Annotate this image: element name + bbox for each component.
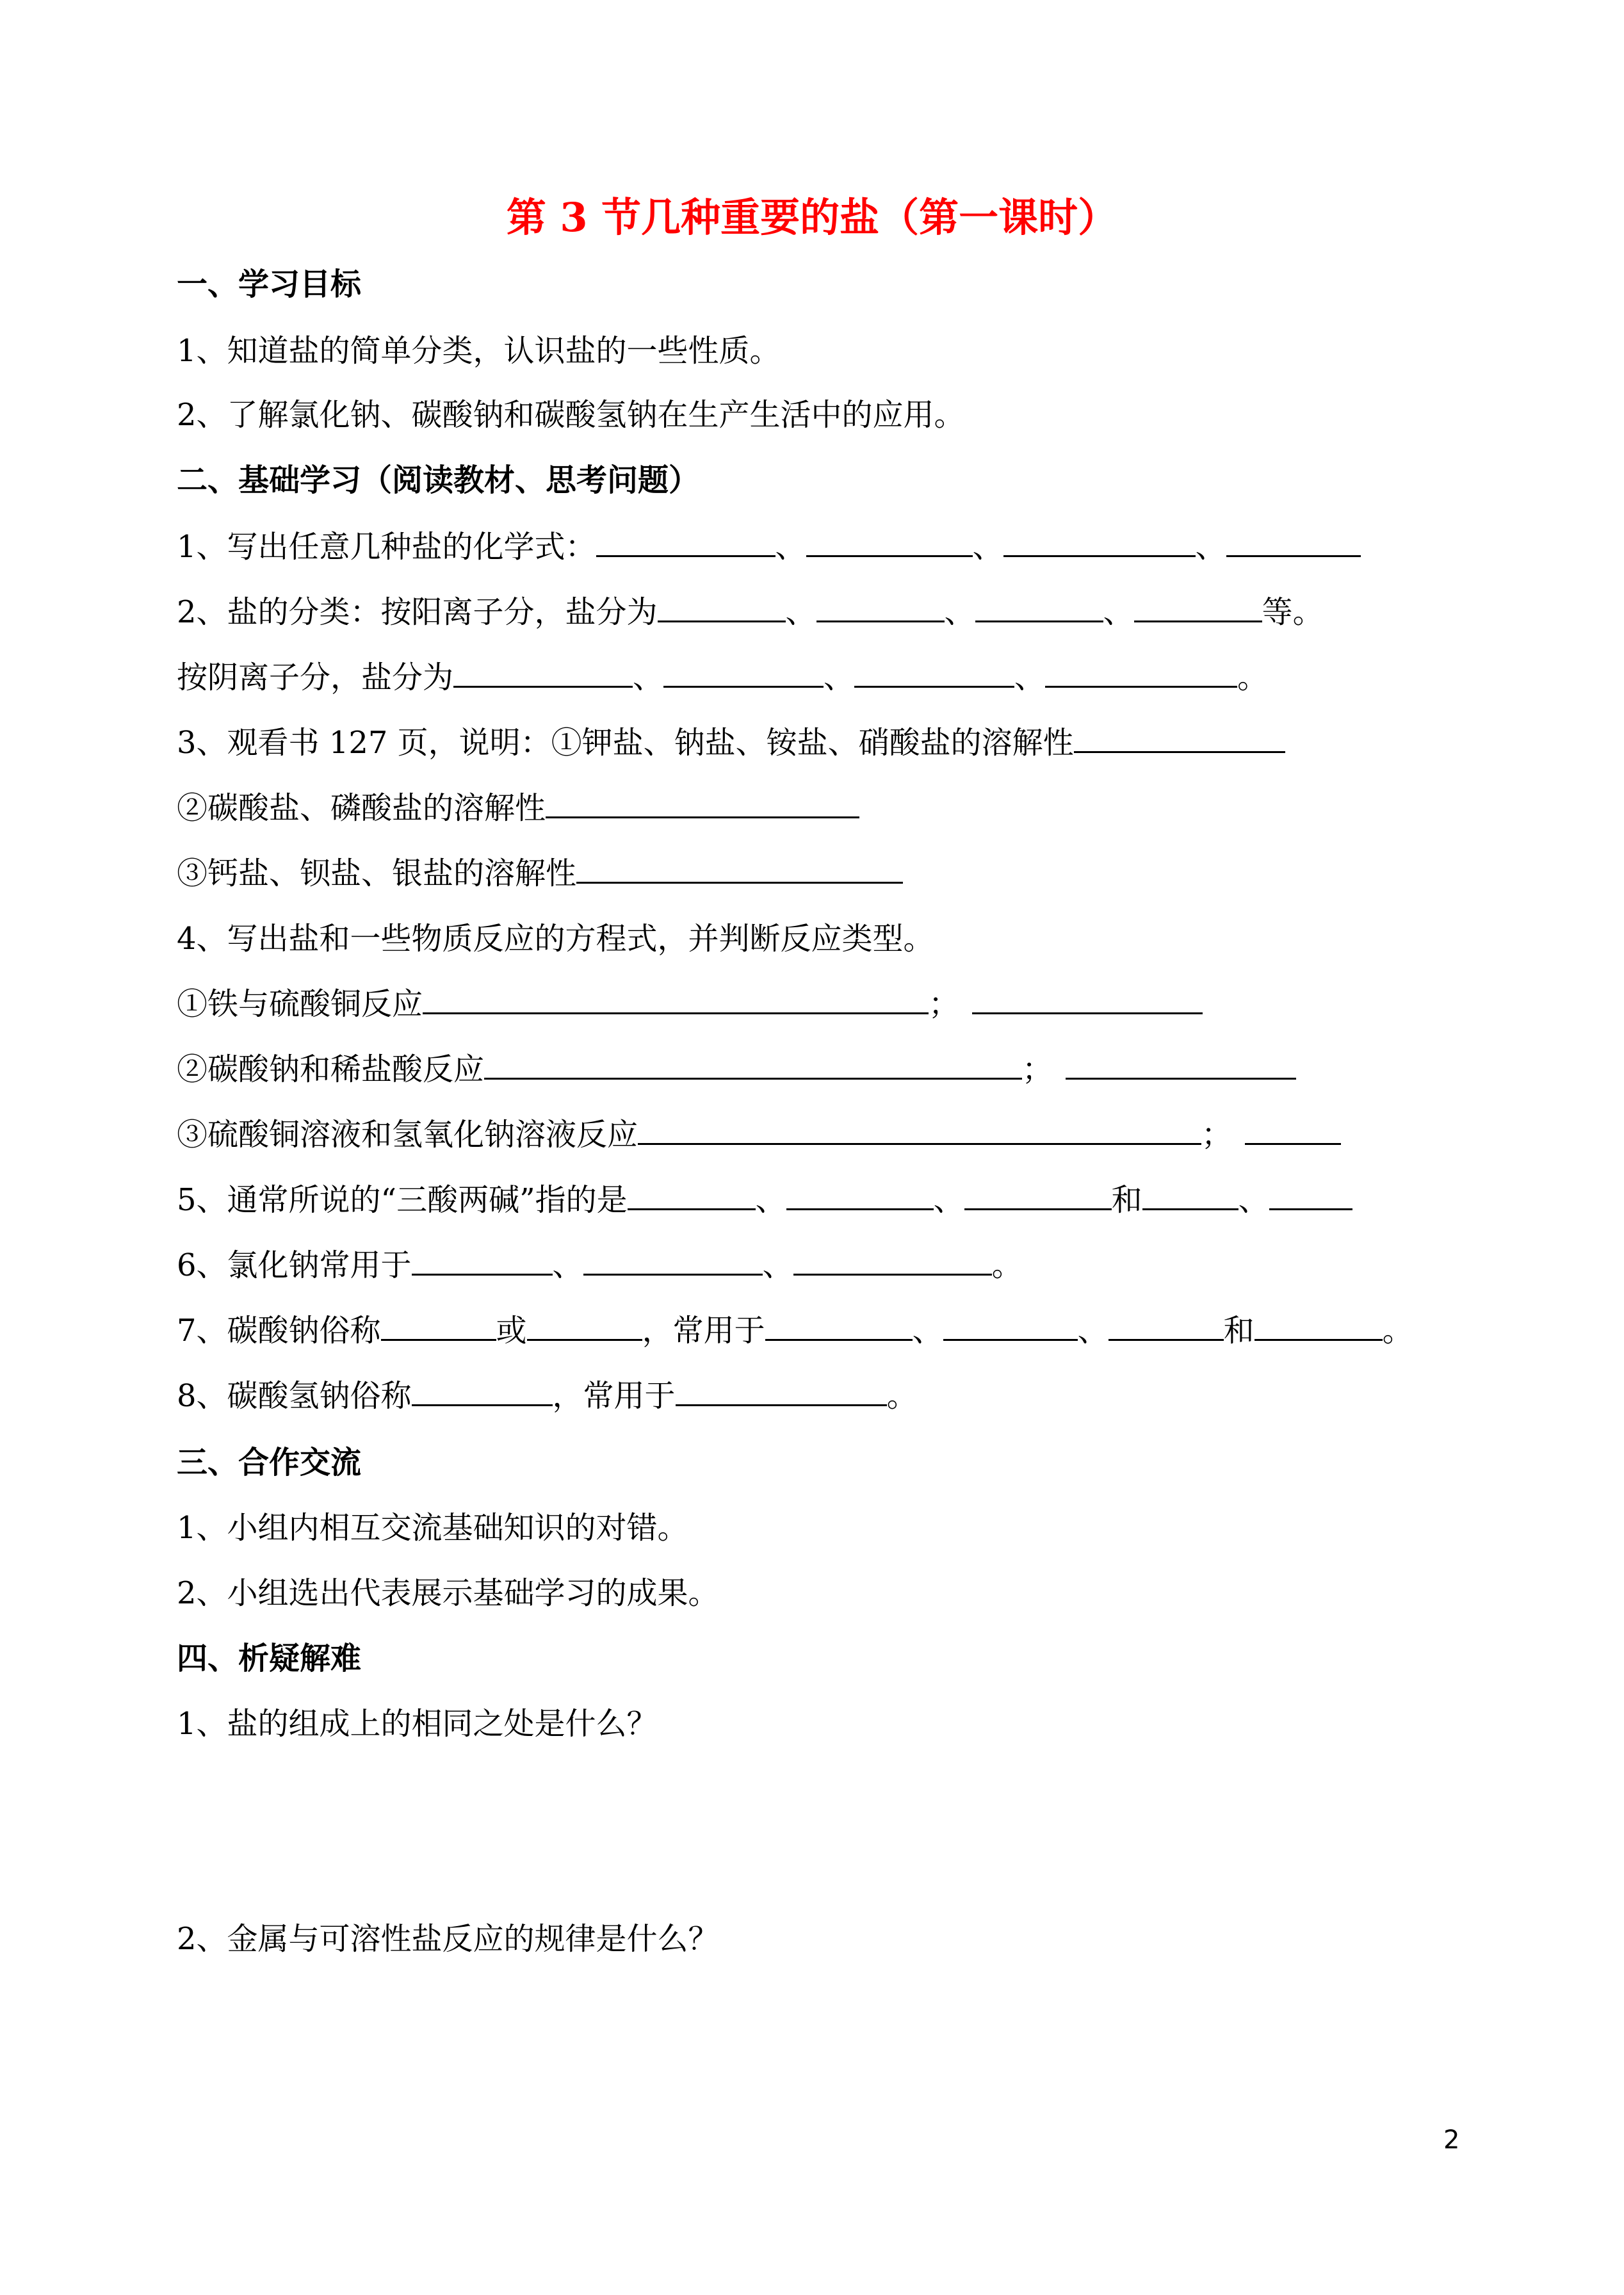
- objective-item-1: 1、知道盐的简单分类，认识盐的一些性质。: [177, 333, 781, 369]
- answer-blank[interactable]: [1269, 1180, 1352, 1210]
- separator: 、: [972, 529, 1003, 565]
- answer-blank[interactable]: [975, 592, 1103, 622]
- question-4b: [177, 1049, 1296, 1090]
- period: 。: [1382, 1313, 1413, 1349]
- page-title: 第 3 节几种重要的盐（第一课时）: [506, 194, 1118, 241]
- separator: 、: [762, 1247, 793, 1283]
- question-3: [177, 722, 1285, 763]
- separator: ；: [929, 986, 960, 1022]
- answer-blank[interactable]: [1108, 1311, 1224, 1341]
- question-3-text: 3、观看书 127 页，说明：①钾盐、钠盐、铵盐、硝酸盐的溶解性: [177, 725, 1074, 761]
- separator: 、: [755, 1182, 786, 1218]
- answer-blank[interactable]: [453, 658, 633, 688]
- separator: 、: [912, 1313, 943, 1349]
- question-5-text: 5、通常所说的“三酸两碱”指的是: [177, 1182, 628, 1218]
- answer-blank[interactable]: [676, 1376, 887, 1406]
- answer-blank[interactable]: [1066, 1050, 1296, 1080]
- separator: ；: [1022, 1051, 1053, 1087]
- question-2b-text: 按阴离子分，盐分为: [177, 660, 454, 695]
- question-4: 4、写出盐和一些物质反应的方程式，并判断反应类型。: [177, 921, 934, 957]
- answer-blank[interactable]: [972, 984, 1203, 1014]
- question-2-text: 2、盐的分类：按阳离子分，盐分为: [177, 594, 658, 630]
- separator: 、: [552, 1247, 583, 1283]
- separator: 、: [824, 660, 855, 695]
- answer-blank[interactable]: [638, 1115, 1201, 1145]
- separator: 、: [785, 594, 816, 630]
- answer-blank[interactable]: [1045, 658, 1237, 688]
- question-8: [177, 1375, 918, 1416]
- question-7-text: 7、碳酸钠俗称: [177, 1313, 381, 1349]
- separator: 、: [1014, 660, 1046, 695]
- answer-blank[interactable]: [943, 1311, 1078, 1341]
- separator: ；: [1201, 1117, 1233, 1153]
- answer-blank[interactable]: [806, 527, 973, 557]
- question-3c-text: ③钙盐、钡盐、银盐的溶解性: [177, 856, 577, 891]
- answer-blank[interactable]: [412, 1376, 553, 1406]
- period: 。: [991, 1247, 1023, 1283]
- question-3b-text: ②碳酸盐、磷酸盐的溶解性: [177, 790, 546, 826]
- answer-blank[interactable]: [964, 1180, 1112, 1210]
- answer-blank[interactable]: [1245, 1115, 1341, 1145]
- word-he: 和: [1223, 1313, 1255, 1349]
- answer-blank[interactable]: [423, 984, 929, 1014]
- separator: 、: [1195, 529, 1226, 565]
- answer-blank[interactable]: [484, 1050, 1022, 1080]
- answer-blank[interactable]: [1003, 527, 1196, 557]
- word-he: 和: [1111, 1182, 1142, 1218]
- answer-blank[interactable]: [546, 788, 859, 818]
- question-3c: [177, 853, 903, 894]
- separator: 、: [944, 594, 975, 630]
- answer-blank[interactable]: [412, 1245, 553, 1276]
- answer-blank[interactable]: [663, 658, 824, 688]
- word-changyongyu: ，常用于: [642, 1313, 765, 1349]
- word-changyongyu: ，常用于: [552, 1378, 676, 1414]
- section-heading-cooperation: 三、合作交流: [177, 1445, 362, 1480]
- word-or: 或: [496, 1313, 527, 1349]
- question-2-suffix: 等。: [1262, 594, 1324, 630]
- answer-blank[interactable]: [658, 592, 786, 622]
- question-5: [177, 1180, 1352, 1220]
- question-3b: [177, 788, 859, 829]
- analysis-question-2: 2、金属与可溶性盐反应的规律是什么？: [177, 1921, 719, 1957]
- question-4c-text: ③硫酸铜溶液和氢氧化钠溶液反应: [177, 1117, 638, 1153]
- answer-blank[interactable]: [793, 1245, 992, 1276]
- question-4c: [177, 1114, 1341, 1155]
- objective-item-2: 2、了解氯化钠、碳酸钠和碳酸氢钠在生产生活中的应用。: [177, 397, 965, 433]
- page-number: 2: [1443, 2125, 1460, 2155]
- answer-blank[interactable]: [1142, 1180, 1238, 1210]
- question-2: [177, 592, 1324, 633]
- answer-blank[interactable]: [816, 592, 945, 622]
- separator: 、: [633, 660, 664, 695]
- question-1: [177, 526, 1361, 567]
- question-4a: [177, 984, 1203, 1025]
- answer-blank[interactable]: [596, 527, 775, 557]
- separator: 、: [1077, 1313, 1108, 1349]
- separator: 、: [1238, 1182, 1269, 1218]
- analysis-question-1: 1、盐的组成上的相同之处是什么？: [177, 1706, 658, 1742]
- question-4a-text: ①铁与硫酸铜反应: [177, 986, 423, 1022]
- answer-blank[interactable]: [527, 1311, 642, 1341]
- answer-blank[interactable]: [1226, 527, 1361, 557]
- cooperation-item-2: 2、小组选出代表展示基础学习的成果。: [177, 1575, 719, 1611]
- answer-blank[interactable]: [628, 1180, 756, 1210]
- section-heading-objectives: 一、学习目标: [177, 266, 362, 302]
- separator: 、: [775, 529, 806, 565]
- question-7: [177, 1310, 1413, 1351]
- answer-blank[interactable]: [786, 1180, 934, 1210]
- question-6: [177, 1245, 1023, 1286]
- answer-blank[interactable]: [576, 854, 903, 884]
- question-6-text: 6、氯化钠常用于: [177, 1247, 412, 1283]
- answer-blank[interactable]: [765, 1311, 913, 1341]
- answer-blank[interactable]: [1255, 1311, 1383, 1341]
- period: 。: [886, 1378, 918, 1414]
- question-8-text: 8、碳酸氢钠俗称: [177, 1378, 412, 1414]
- section-heading-basic-study: 二、基础学习（阅读教材、思考问题）: [177, 462, 700, 498]
- cooperation-item-1: 1、小组内相互交流基础知识的对错。: [177, 1510, 688, 1546]
- answer-blank[interactable]: [854, 658, 1014, 688]
- question-1-text: 1、写出任意几种盐的化学式：: [177, 529, 596, 565]
- period: 。: [1237, 660, 1269, 695]
- question-4b-text: ②碳酸钠和稀盐酸反应: [177, 1051, 485, 1087]
- separator: 、: [1103, 594, 1134, 630]
- answer-blank[interactable]: [583, 1245, 763, 1276]
- separator: 、: [933, 1182, 964, 1218]
- answer-blank[interactable]: [1074, 723, 1285, 753]
- section-heading-analysis: 四、析疑解难: [177, 1641, 362, 1676]
- answer-blank[interactable]: [381, 1311, 496, 1341]
- answer-blank[interactable]: [1134, 592, 1262, 622]
- question-2b: [177, 657, 1268, 698]
